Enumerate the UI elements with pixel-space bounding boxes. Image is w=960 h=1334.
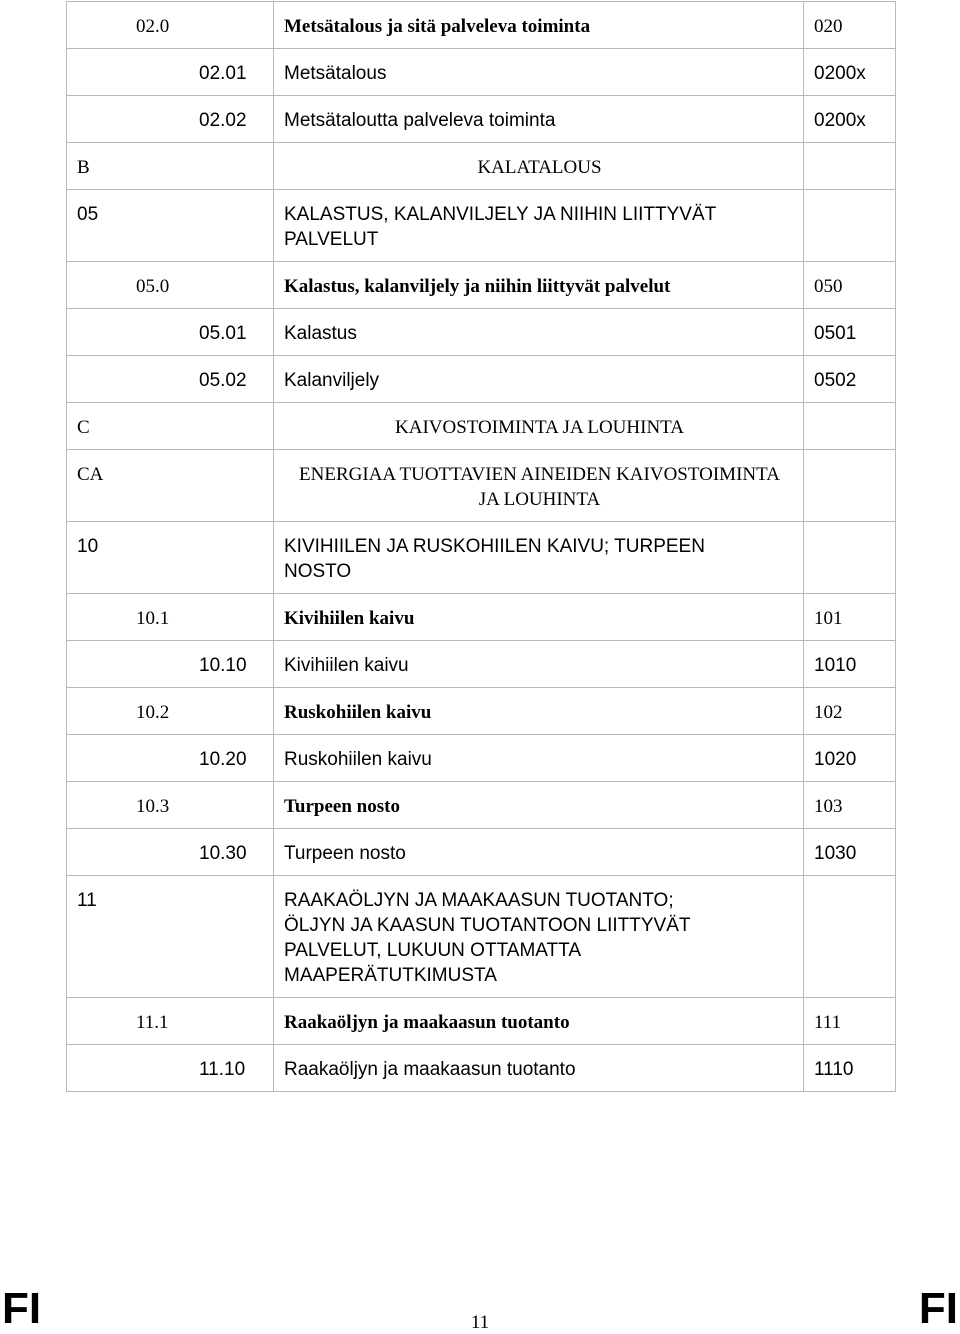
row-title-cell — [274, 2, 804, 49]
row-code-cell — [67, 688, 274, 735]
row-code: 11.10 — [199, 1059, 246, 1080]
row-code: 02.0 — [136, 16, 170, 37]
table-row — [67, 641, 896, 688]
row-ref: 0501 — [814, 323, 857, 344]
row-title: Metsätalous ja sitä palveleva toiminta — [284, 16, 591, 37]
row-ref: 103 — [814, 796, 843, 817]
row-code: 05.01 — [199, 323, 247, 344]
row-title-cell — [274, 450, 804, 522]
row-ref-cell — [804, 1045, 896, 1092]
row-title: Raakaöljyn ja maakaasun tuotanto — [284, 1059, 576, 1080]
row-code: C — [77, 417, 90, 438]
table-row — [67, 1045, 896, 1092]
row-title: Ruskohiilen kaivu — [284, 702, 432, 723]
row-code: 11.1 — [136, 1012, 169, 1033]
row-title: RAAKAÖLJYN JA MAAKAASUN TUOTANTO; ÖLJYN JA KAASUN TUOTANTOON LIITTYVÄT PALVELUT, LUKUUN OTTAMATTA MAAPERÄTUTKIMUSTA — [284, 890, 691, 986]
row-ref-cell — [804, 190, 896, 262]
table-row — [67, 998, 896, 1045]
row-code: 05 — [77, 204, 99, 225]
row-code: 05.02 — [199, 370, 247, 391]
row-ref: 1020 — [814, 749, 857, 770]
table-row — [67, 49, 896, 96]
row-ref-cell — [804, 522, 896, 594]
row-code: 11 — [77, 890, 97, 911]
row-ref-cell — [804, 450, 896, 522]
row-code-cell — [67, 190, 274, 262]
row-code: 10 — [77, 536, 99, 557]
row-title-cell — [274, 735, 804, 782]
classification-table — [66, 1, 896, 1092]
row-ref-cell — [804, 782, 896, 829]
row-ref — [804, 522, 895, 543]
row-title-cell — [274, 782, 804, 829]
table-row — [67, 450, 896, 522]
table-row — [67, 2, 896, 49]
row-code-cell — [67, 782, 274, 829]
row-ref-cell — [804, 876, 896, 998]
row-title-cell — [274, 829, 804, 876]
row-ref: 1010 — [814, 655, 857, 676]
row-title-cell — [274, 876, 804, 998]
page-number: 11 — [470, 1312, 490, 1333]
row-title-cell — [274, 49, 804, 96]
row-ref-cell — [804, 998, 896, 1045]
row-title-cell — [274, 403, 804, 450]
row-code-cell — [67, 49, 274, 96]
row-title-cell — [274, 1045, 804, 1092]
row-title: Kalastus, kalanviljely ja niihin liittyvät palvelut — [284, 276, 671, 297]
row-ref — [804, 143, 895, 164]
table-row — [67, 262, 896, 309]
table-row — [67, 782, 896, 829]
row-code-cell — [67, 450, 274, 522]
row-title: Kivihiilen kaivu — [284, 608, 415, 629]
row-code: 10.1 — [136, 608, 170, 629]
row-ref: 050 — [814, 276, 843, 297]
row-code-cell — [67, 998, 274, 1045]
row-title: KALATALOUS — [477, 157, 602, 178]
row-code: 10.10 — [199, 655, 247, 676]
row-ref-cell — [804, 829, 896, 876]
row-ref-cell — [804, 641, 896, 688]
row-ref: 1030 — [814, 843, 857, 864]
row-code: 10.2 — [136, 702, 170, 723]
table-row — [67, 594, 896, 641]
row-ref-cell — [804, 49, 896, 96]
row-code: 10.3 — [136, 796, 170, 817]
row-code-cell — [67, 96, 274, 143]
table-row — [67, 688, 896, 735]
row-ref-cell — [804, 262, 896, 309]
row-title-cell — [274, 309, 804, 356]
row-code-cell — [67, 309, 274, 356]
row-ref: 0502 — [814, 370, 857, 391]
row-title: ENERGIAA TUOTTAVIEN AINEIDEN KAIVOSTOIMINTA JA LOUHINTA — [299, 464, 780, 510]
row-title: Kivihiilen kaivu — [284, 655, 409, 676]
row-code-cell — [67, 356, 274, 403]
row-ref: 0200x — [814, 63, 866, 84]
row-ref — [804, 450, 895, 471]
table-row — [67, 309, 896, 356]
row-title: Turpeen nosto — [284, 843, 406, 864]
table-row — [67, 522, 896, 594]
row-code-cell — [67, 594, 274, 641]
row-title-cell — [274, 688, 804, 735]
row-ref: 111 — [814, 1012, 842, 1033]
row-code: 02.01 — [199, 63, 247, 84]
row-title: KALASTUS, KALANVILJELY JA NIIHIN LIITTYVÄT PALVELUT — [284, 204, 717, 250]
row-title-cell — [274, 190, 804, 262]
row-ref: 101 — [814, 608, 843, 629]
row-code-cell — [67, 829, 274, 876]
row-code-cell — [67, 403, 274, 450]
row-title: Kalastus — [284, 323, 357, 344]
row-ref — [804, 876, 895, 897]
row-title-cell — [274, 998, 804, 1045]
row-ref: 020 — [814, 16, 843, 37]
footer-country-code-right: FI — [918, 1284, 958, 1333]
row-ref — [804, 403, 895, 424]
table-row — [67, 143, 896, 190]
row-title: Ruskohiilen kaivu — [284, 749, 432, 770]
row-title-cell — [274, 143, 804, 190]
row-title-cell — [274, 594, 804, 641]
row-code-cell — [67, 735, 274, 782]
row-ref-cell — [804, 594, 896, 641]
row-ref-cell — [804, 403, 896, 450]
table-row — [67, 190, 896, 262]
row-ref-cell — [804, 688, 896, 735]
row-ref: 0200x — [814, 110, 866, 131]
row-ref-cell — [804, 143, 896, 190]
footer-country-code-left: FI — [2, 1284, 42, 1333]
table-row — [67, 96, 896, 143]
row-title-cell — [274, 262, 804, 309]
row-ref-cell — [804, 2, 896, 49]
row-title-cell — [274, 641, 804, 688]
row-title: KAIVOSTOIMINTA JA LOUHINTA — [395, 417, 684, 438]
row-title: Raakaöljyn ja maakaasun tuotanto — [284, 1012, 570, 1033]
row-ref-cell — [804, 96, 896, 143]
row-title: Kalanviljely — [284, 370, 380, 391]
table-row — [67, 829, 896, 876]
row-code: 10.20 — [199, 749, 247, 770]
row-code: CA — [77, 464, 104, 485]
row-code: 02.02 — [199, 110, 247, 131]
table-row — [67, 735, 896, 782]
row-code-cell — [67, 522, 274, 594]
row-ref: 1110 — [814, 1059, 854, 1080]
table-row — [67, 876, 896, 998]
table-row — [67, 356, 896, 403]
row-code: 05.0 — [136, 276, 170, 297]
row-code-cell — [67, 641, 274, 688]
row-title-cell — [274, 356, 804, 403]
row-ref: 102 — [814, 702, 843, 723]
row-code-cell — [67, 1045, 274, 1092]
row-code-cell — [67, 262, 274, 309]
row-ref-cell — [804, 735, 896, 782]
row-code-cell — [67, 876, 274, 998]
row-title: Metsätaloutta palveleva toiminta — [284, 110, 556, 131]
row-title-cell — [274, 522, 804, 594]
row-title-cell — [274, 96, 804, 143]
row-title: Turpeen nosto — [284, 796, 400, 817]
row-code-cell — [67, 143, 274, 190]
row-code-cell — [67, 2, 274, 49]
row-title: Metsätalous — [284, 63, 387, 84]
table-row — [67, 403, 896, 450]
row-title: KIVIHIILEN JA RUSKOHIILEN KAIVU; TURPEEN NOSTO — [284, 536, 705, 582]
row-code: 10.30 — [199, 843, 247, 864]
row-ref-cell — [804, 356, 896, 403]
row-ref — [804, 190, 895, 211]
row-ref-cell — [804, 309, 896, 356]
row-code: B — [77, 157, 90, 178]
